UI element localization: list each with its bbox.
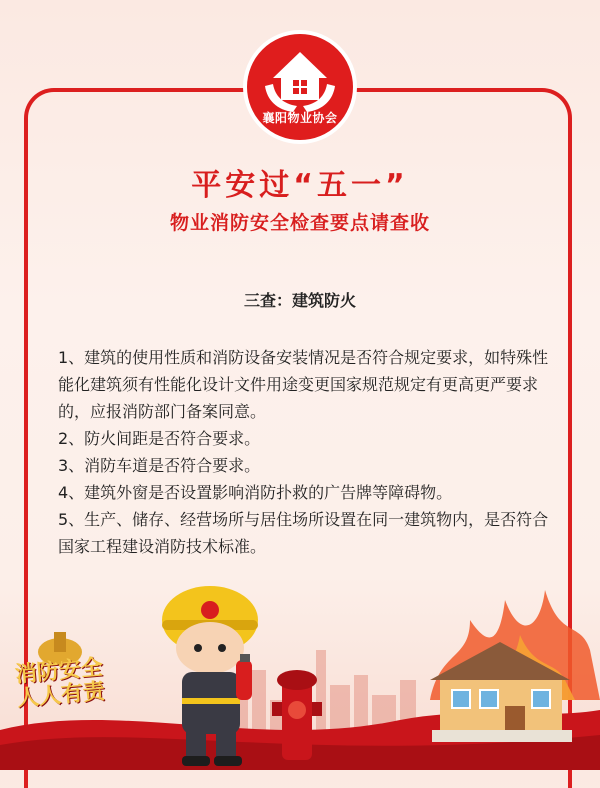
list-item: 4、建筑外窗是否设置影响消防扑救的广告牌等障碍物。 bbox=[58, 483, 453, 502]
list-item: 5、生产、储存、经营场所与居住场所设置在同一建筑物内，是否符合国家工程建设消防技术标准。 bbox=[58, 510, 549, 556]
logo bbox=[243, 30, 357, 144]
page-subtitle: 物业消防安全检查要点请查收 bbox=[169, 212, 430, 234]
page-title: 平安过“五一” bbox=[191, 168, 409, 203]
checklist bbox=[58, 344, 554, 560]
section-title: 三查：建筑防火 bbox=[243, 291, 356, 310]
slogan-line: 消防安全 bbox=[13, 655, 104, 688]
slogan-line: 人人有责 bbox=[16, 679, 106, 712]
list-item: 2、防火间距是否符合要求。 bbox=[58, 429, 261, 448]
logo-text: 襄阳物业协会 bbox=[262, 111, 338, 125]
list-item: 1、建筑的使用性质和消防设备安装情况是否符合规定要求，如特殊性能化建筑须有性能化设计文件用途变更国家规范规定有更高更严要求的，应报消防部门备案同意。 bbox=[58, 348, 549, 421]
logo-badge bbox=[247, 34, 353, 140]
slogan bbox=[14, 656, 106, 711]
list-item: 3、消防车道是否符合要求。 bbox=[58, 456, 261, 475]
